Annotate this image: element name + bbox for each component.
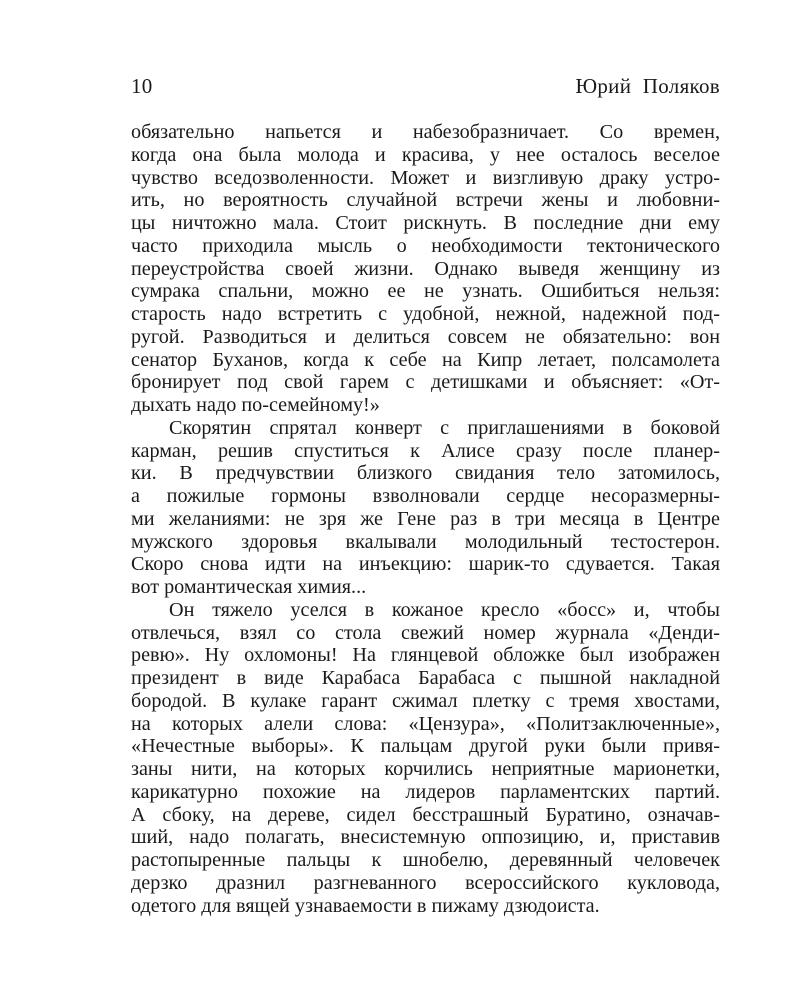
paragraph xyxy=(131,599,720,918)
text-line: ревю». Ну охломоны! На глянцевой обложке был изображен xyxy=(131,644,720,667)
page-header xyxy=(131,74,720,106)
text-line: цы ничтожно мала. Стоит рискнуть. В последние дни ему xyxy=(131,212,720,234)
text-line: карикатурно похожие на лидеров парламентских партий. xyxy=(131,780,720,803)
text-line: А сбоку, на дереве, сидел бесстрашный Буратино, означав- xyxy=(131,803,720,826)
text-line: Скорятин спрятал конверт с приглашениями в боковой xyxy=(169,416,720,439)
text-line: часто приходила мысль о необходимости тектонического xyxy=(131,234,720,257)
text-line: Скоро снова идти на инъекцию: шарик-то сдувается. Такая xyxy=(131,553,720,576)
text-line: вот романтическая химия... xyxy=(131,576,367,598)
text-line: а пожилые гормоны взволновали сердце несоразмерны- xyxy=(131,485,720,507)
text-line: когда она была молода и красива, у нее осталось веселое xyxy=(131,143,720,166)
text-line: ругой. Разводиться и делиться совсем не обязательно: вон xyxy=(131,325,720,348)
body-text xyxy=(131,121,720,917)
paragraph xyxy=(131,121,720,417)
text-line: президент в виде Карабаса Барабаса с пышной накладной xyxy=(131,667,720,689)
text-line: карман, решив спуститься к Алисе сразу после планер- xyxy=(131,439,720,462)
text-line: чувство вседозволенности. Может и визгливую драку устро- xyxy=(131,166,720,189)
text-line: сенатор Буханов, когда к себе на Кипр летает, полсамолета xyxy=(131,348,720,371)
text-line: «Нечестные выборы». К пальцам другой руки были привя- xyxy=(131,735,720,758)
book-page xyxy=(131,74,720,917)
page-number: 10 xyxy=(131,74,153,98)
paragraph xyxy=(131,417,720,599)
text-line: обязательно напьется и набезобразничает. Со времен, xyxy=(131,121,720,143)
text-line: сумрака спальни, можно ее не узнать. Ошибиться нельзя: xyxy=(131,280,720,303)
text-line: заны нити, на которых корчились неприятные марионетки, xyxy=(131,758,720,780)
text-line: дерзко дразнил разгневанного всероссийского кукловода, xyxy=(131,871,720,894)
text-line: бронирует под свой гарем с детишками и объясняет: «От- xyxy=(131,371,720,394)
text-line: ший, надо полагать, внесистемную оппозицию, и, приставив xyxy=(131,826,720,849)
text-line: отвлечься, взял со стола свежий номер журнала «Денди- xyxy=(131,621,720,644)
text-line: старость надо встретить с удобной, нежной, надежной под- xyxy=(131,303,720,325)
text-line: ми желаниями: не зря же Гене раз в три месяца в Центре xyxy=(131,507,720,530)
text-line: переустройства своей жизни. Однако выведя женщину из xyxy=(131,257,720,280)
text-line: мужского здоровья вкалывали молодильный тестостерон. xyxy=(131,530,720,553)
text-line: на которых алели слова: «Цензура», «Политзаключенные», xyxy=(131,712,720,735)
text-line: Он тяжело уселся в кожаное кресло «босс» и, чтобы xyxy=(169,598,720,621)
running-title: Юрий Поляков xyxy=(575,74,720,98)
text-line: бородой. В кулаке гарант сжимал плетку с тремя хвостами, xyxy=(131,689,720,712)
text-line: одетого для вящей узнаваемости в пижаму дзюдоиста. xyxy=(131,894,600,917)
text-line: растопыренные пальцы к шнобелю, деревянный человечек xyxy=(131,849,720,871)
text-line: ить, но вероятность случайной встречи жены и любовни- xyxy=(131,189,720,212)
text-line: ки. В предчувствии близкого свидания тело затомилось, xyxy=(131,462,720,485)
text-line: дыхать надо по-семейному!» xyxy=(131,394,380,416)
